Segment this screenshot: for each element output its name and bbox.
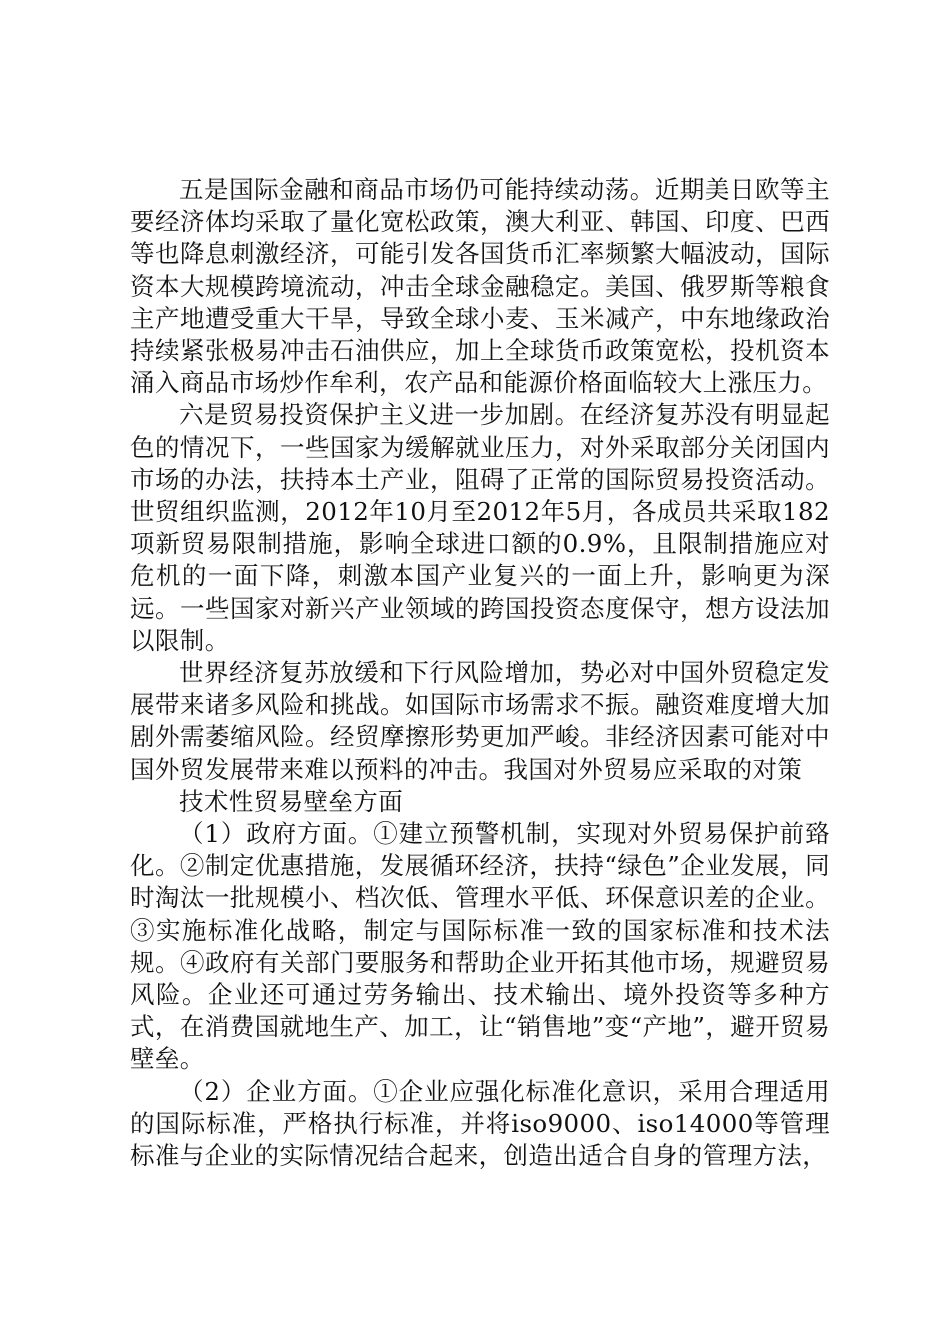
section-heading-technical-barriers: 技术性贸易壁垒方面 — [179, 786, 404, 816]
paragraph-trade-protectionism: 六是贸易投资保护主义进一步加剧。在经济复苏没有明显起色的情况下，一些国家为缓解就业压力，对外采取部分关闭国内市场的办法，扶持本土产业，阻碍了正常的国际贸易投资活动。世贸组织监测，2012年10月至2012年5月，各成员共采取182项新贸易限制措施，影响全球进口额的0.9%，且限制措施应对危机的一面下降，刺激本国产业复兴的一面上升，影响更为深远。一些国家对新兴产业领域的跨国投资态度保守，想方设法加以限制。 — [130, 400, 830, 655]
paragraph-foreign-trade-risks: 世界经济复苏放缓和下行风险增加，势必对中国外贸稳定发展带来诸多风险和挑战。如国际市场需求不振。融资难度增大加剧外需萎缩风险。经贸摩擦形势更加严峻。非经济因素可能对中国外贸发展带来难以预料的冲击。我国对外贸易应采取的对策 — [130, 658, 830, 784]
document-body — [130, 174, 830, 1172]
paragraph-enterprise-measures: （2）企业方面。①企业应强化标准化意识，采用合理适用的国际标准，严格执行标准，并将iso9000、iso14000等管理标准与企业的实际情况结合起来，创造出适合自身的管理方法， — [130, 1076, 830, 1171]
paragraph-international-finance: 五是国际金融和商品市场仍可能持续动荡。近期美日欧等主要经济体均采取了量化宽松政策，澳大利亚、韩国、印度、巴西等也降息刺激经济，可能引发各国货币汇率频繁大幅波动，国际资本大规模跨境流动，冲击全球金融稳定。美国、俄罗斯等粮食主产地遭受重大干旱，导致全球小麦、玉米减产，中东地缘政治持续紧张极易冲击石油供应，加上全球货币政策宽松，投机资本涌入商品市场炒作牟利，农产品和能源价格面临较大上涨压力。 — [130, 175, 830, 398]
paragraph-government-measures: （1）政府方面。①建立预警机制，实现对外贸易保护前臵化。②制定优惠措施，发展循环经济，扶持“绿色”企业发展，同时淘汰一批规模小、档次低、管理水平低、环保意识差的企业。③实施标准化战略，制定与国际标准一致的国家标准和技术法规。④政府有关部门要服务和帮助企业开拓其他市场，规避贸易风险。企业还可通过劳务输出、技术输出、境外投资等多种方式，在消费国就地生产、加工，让“销售地”变“产地”，避开贸易壁垒。 — [130, 819, 830, 1074]
